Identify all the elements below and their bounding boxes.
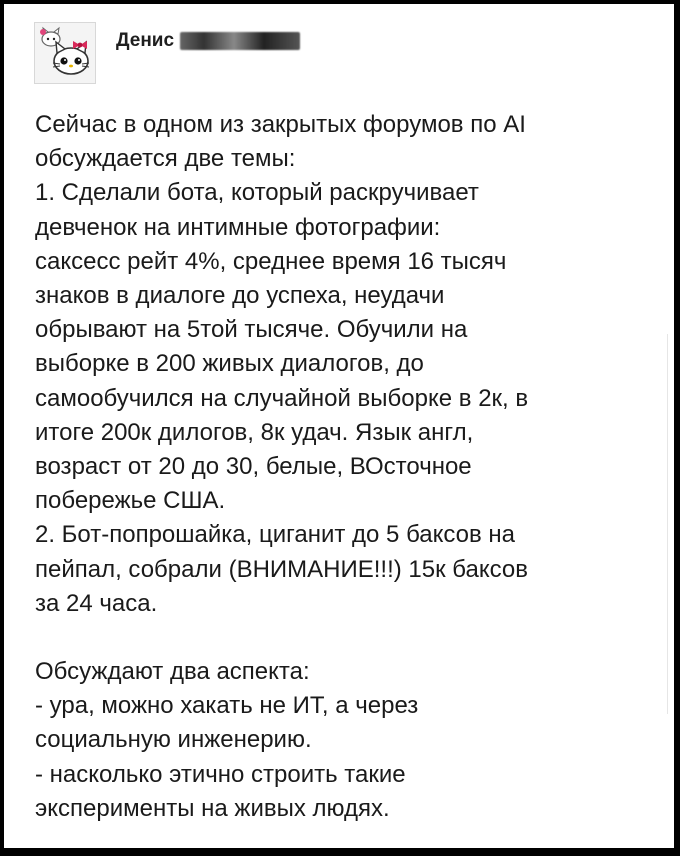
post-text — [35, 108, 660, 826]
author-first-name[interactable]: Денис — [116, 30, 175, 51]
paragraph-spacer — [35, 621, 660, 655]
divider — [667, 334, 668, 714]
post-header — [34, 22, 634, 92]
post-paragraph: Обсуждают два аспекта: - ура, можно хакать не ИТ, а через социальную инженерию. - насколько этично строить такие эксперименты на живых людях. — [35, 658, 419, 822]
author-name[interactable] — [116, 30, 300, 52]
hello-kitty-avatar-icon[interactable] — [34, 22, 96, 84]
redacted-surname — [180, 32, 300, 50]
post-card — [4, 4, 674, 848]
post-paragraph: Сейчас в одном из закрытых форумов по AI обсуждается две темы: 1. Сделали бота, который раскручивает девченок на интимные фотографии: саксесс рейт 4%, среднее время 16 тысяч знаков в диалоге до успеха, неудачи обрывают на 5той тысяче. Обучили на выборке в 200 живых диалогов, до самообучился на случайной выборке в 2к, в итоге 200к дилогов, 8к удач. Язык англ, возраст от 20 до 30, белые, ВОсточное побережье США. 2. Бот-попрошайка, циганит до 5 баксов на пейпал, собрали (ВНИМАНИЕ!!!) 15к баксов за 24 часа. — [35, 111, 529, 617]
